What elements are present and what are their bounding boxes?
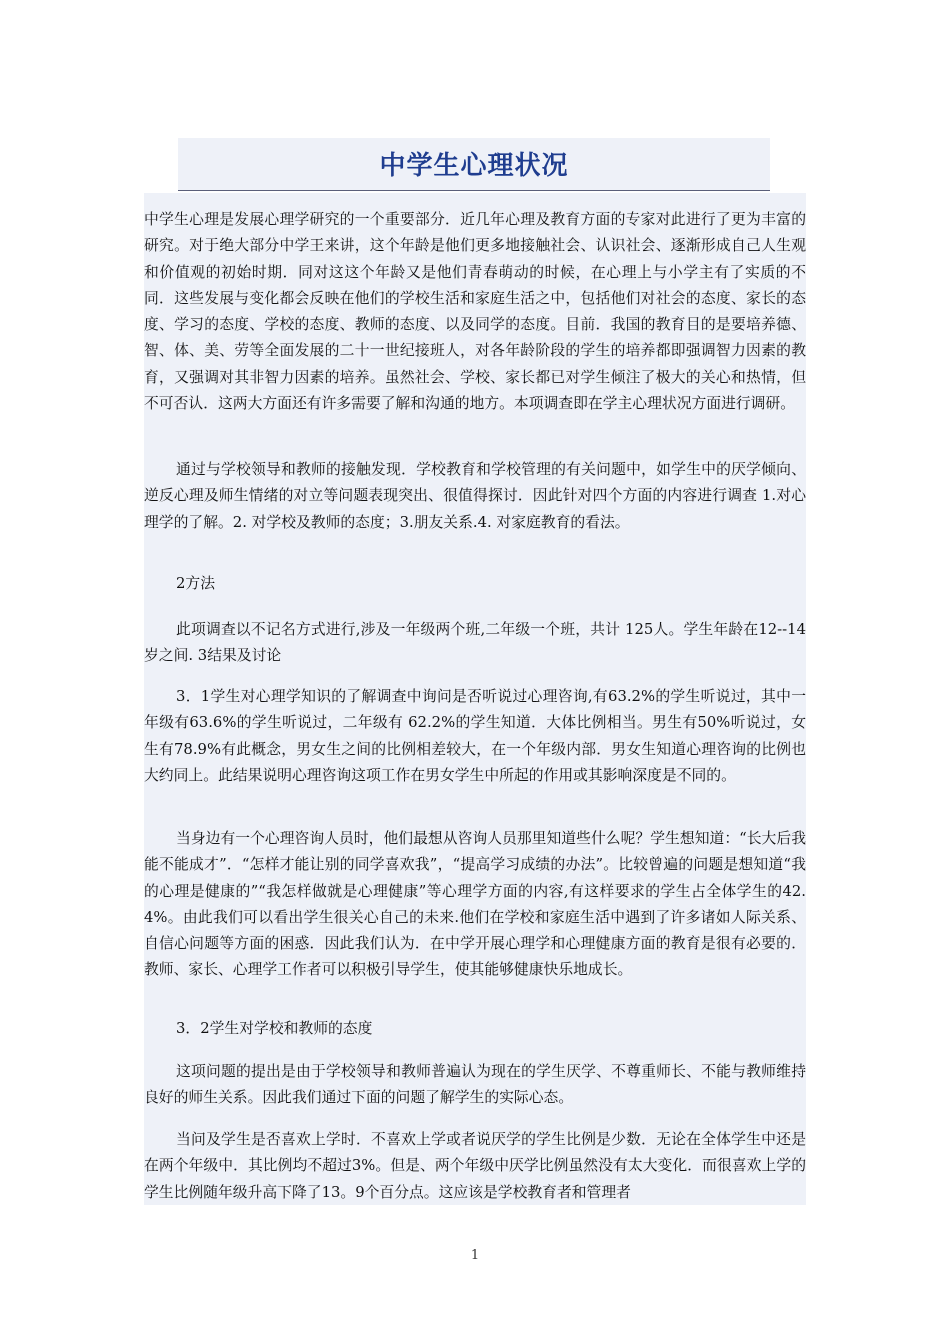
paragraph-attitude-1: 这项问题的提出是由于学校领导和教师普遍认为现在的学生厌学、不尊重师长、不能与教师维持良好的师生关系。因此我们通过下面的问题了解学生的实际心态。 [144, 1063, 806, 1107]
document-body [144, 193, 806, 1205]
page-title: 中学生心理状况 [379, 151, 569, 181]
paragraph-method: 此项调查以不记名方式进行,涉及一年级两个班,二年级一个班，共计 125人。学生年龄在12--14岁之间. 3结果及讨论 [144, 621, 806, 665]
paragraph-attitude-2: 当问及学生是否喜欢上学时．不喜欢上学或者说厌学的学生比例是少数．无论在全体学生中还是在两个年级中．其比例均不超过3%。但是、两个年级中厌学比例虽然没有太大变化．而很喜欢上学的学生比例随年级升高下降了13。9个百分点。这应该是学校教育者和管理者 [144, 1131, 806, 1201]
title-banner [178, 138, 770, 191]
paragraph-result-2: 当身边有一个心理咨询人员时，他们最想从咨询人员那里知道些什么呢？学生想知道：“长大后我能不能成才”．“怎样才能让别的同学喜欢我”，“提高学习成绩的办法”。比较曾遍的问题是想知道“我的心理是健康的”“我怎样做就是心理健康”等心理学方面的内容,有这样要求的学生占全体学生的42.4%。由此我们可以看出学生很关心自己的未来.他们在学校和家庭生活中遇到了许多诸如人际关系、自信心问题等方面的困惑．因此我们认为．在中学开展心理学和心理健康方面的教育是很有必要的．教师、家长、心理学工作者可以积极引导学生，使其能够健康快乐地成长。 [144, 830, 806, 979]
section-heading-method: 2方法 [176, 575, 216, 592]
paragraph-result-1: 3．1学生对心理学知识的了解调查中询问是否听说过心理咨询,有63.2%的学生听说过，其中一年级有63.6%的学生听说过，二年级有 62.2%的学生知道．大体比例相当。男生有50%听说过，女生有78.9%有此概念，男女生之间的比例相差较大，在一个年级内部．男女生知道心理咨询的比例也大约同上。此结果说明心理咨询这项工作在男女学生中所起的作用或其影响深度是不同的。 [144, 688, 806, 784]
page-number: 1 [470, 1248, 480, 1263]
paragraph-background: 通过与学校领导和教师的接触发现．学校教育和学校管理的有关问题中，如学生中的厌学倾向、逆反心理及师生情绪的对立等问题表现突出、很值得探讨．因此针对四个方面的内容进行调查 1.对心理学的了解。2. 对学校及教师的态度；3.朋友关系.4. 对家庭教育的看法。 [144, 461, 806, 531]
section-heading-attitude: 3．2学生对学校和教师的态度 [176, 1020, 373, 1037]
paragraph-intro: 中学生心理是发展心理学研究的一个重要部分．近几年心理及教育方面的专家对此进行了更为丰富的研究。对于绝大部分中学王来讲，这个年龄是他们更多地接触社会、认识社会、逐渐形成自己人生观和价值观的初始时期．同对这这个年龄又是他们青春萌动的时候，在心理上与小学主有了实质的不同．这些发展与变化都会反映在他们的学校生活和家庭生活之中，包括他们对社会的态度、家长的态度、学习的态度、学校的态度、教师的态度、以及同学的态度。目前．我国的教育目的是要培养德、智、体、美、劳等全面发展的二十一世纪接班人，对各年龄阶段的学生的培养都即强调智力因素的教育，又强调对其非智力因素的培养。虽然社会、学校、家长都已对学生倾注了极大的关心和热情，但不可否认．这两大方面还有许多需要了解和沟通的地方。本项调查即在学主心理状况方面进行调研。 [144, 211, 806, 413]
